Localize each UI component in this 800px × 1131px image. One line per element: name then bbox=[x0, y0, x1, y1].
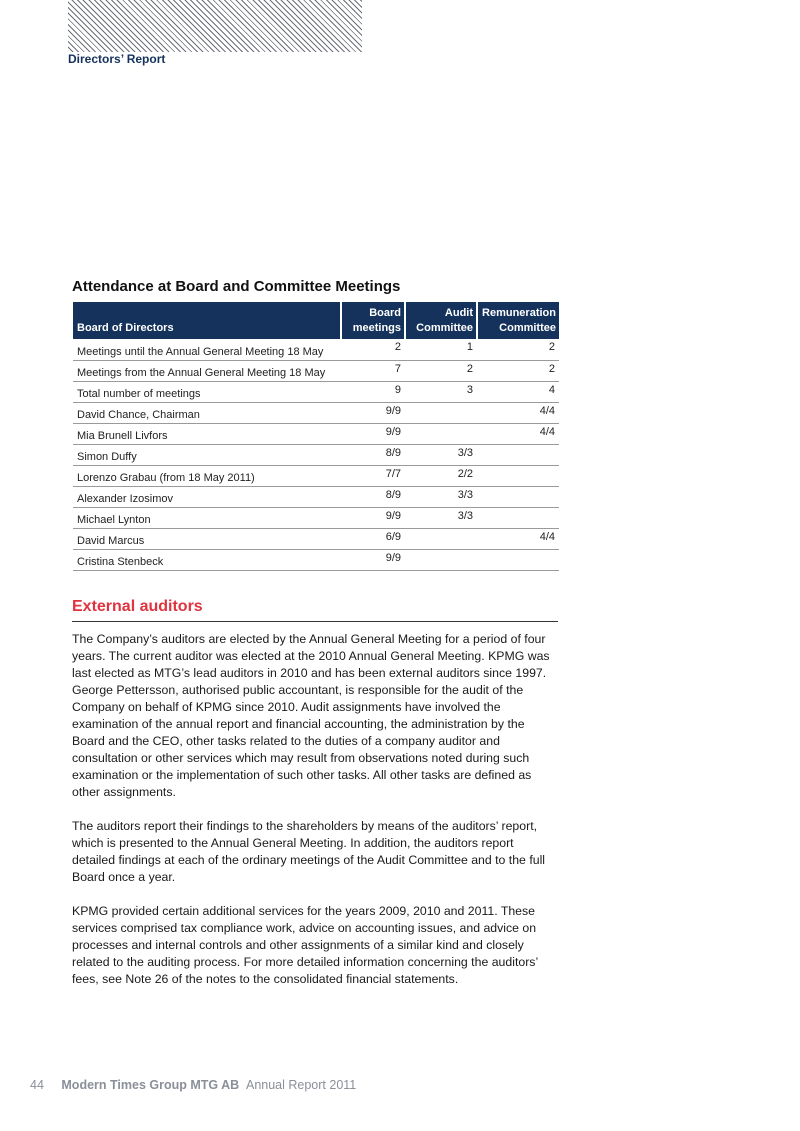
col-header-board-line2: meetings bbox=[352, 322, 402, 334]
table-row bbox=[73, 549, 559, 570]
audit-value bbox=[405, 528, 477, 549]
row-name: Meetings from the Annual General Meeting 18 May bbox=[73, 360, 341, 381]
remuneration-value: 2 bbox=[477, 339, 559, 360]
paragraph: The auditors report their findings to the shareholders by means of the auditors’ report, which is presented to the Annual General Meeting. In addition, the auditors report detailed findings at each of the ordinary meetings of the Audit Committee and to the full Board once a year. bbox=[72, 819, 546, 884]
page-number: 44 bbox=[30, 1078, 44, 1092]
audit-value: 3/3 bbox=[405, 507, 477, 528]
board-value: 8/9 bbox=[341, 486, 405, 507]
table-row bbox=[73, 423, 559, 444]
remuneration-value bbox=[477, 486, 559, 507]
row-name: Alexander Izosimov bbox=[73, 486, 341, 507]
remuneration-value bbox=[477, 507, 559, 528]
audit-value: 2/2 bbox=[405, 465, 477, 486]
audit-value bbox=[405, 402, 477, 423]
row-name: Mia Brunell Livfors bbox=[73, 423, 341, 444]
remuneration-value: 4/4 bbox=[477, 423, 559, 444]
board-value: 2 bbox=[341, 339, 405, 360]
col-header-board-of-directors: Board of Directors bbox=[73, 302, 341, 339]
table-row bbox=[73, 381, 559, 402]
col-header-rem-line2: Committee bbox=[499, 322, 556, 334]
table-row bbox=[73, 402, 559, 423]
audit-value: 3/3 bbox=[405, 486, 477, 507]
remuneration-value bbox=[477, 444, 559, 465]
remuneration-value: 2 bbox=[477, 360, 559, 381]
row-name: Meetings until the Annual General Meeting 18 May bbox=[73, 339, 341, 360]
board-value: 9/9 bbox=[341, 423, 405, 444]
table-row bbox=[73, 528, 559, 549]
remuneration-value: 4 bbox=[477, 381, 559, 402]
row-name: Lorenzo Grabau (from 18 May 2011) bbox=[73, 465, 341, 486]
table-row bbox=[73, 465, 559, 486]
row-name: Simon Duffy bbox=[73, 444, 341, 465]
board-value: 7/7 bbox=[341, 465, 405, 486]
table-row bbox=[73, 507, 559, 528]
audit-value: 3 bbox=[405, 381, 477, 402]
board-value: 9/9 bbox=[341, 507, 405, 528]
board-value: 7 bbox=[341, 360, 405, 381]
row-name: Michael Lynton bbox=[73, 507, 341, 528]
section-label: Directors’ Report bbox=[68, 52, 166, 66]
board-value: 8/9 bbox=[341, 444, 405, 465]
remuneration-value: 4/4 bbox=[477, 528, 559, 549]
row-name: Total number of meetings bbox=[73, 381, 341, 402]
header-hatch-pattern bbox=[68, 0, 362, 52]
col-header-audit-line1: Audit bbox=[444, 307, 474, 319]
remuneration-value: 4/4 bbox=[477, 402, 559, 423]
attendance-table bbox=[73, 302, 559, 571]
page-footer bbox=[30, 1078, 356, 1092]
attendance-title: Attendance at Board and Committee Meetings bbox=[72, 278, 401, 295]
audit-value: 3/3 bbox=[405, 444, 477, 465]
table-row bbox=[73, 360, 559, 381]
board-value: 9/9 bbox=[341, 549, 405, 570]
board-value: 9/9 bbox=[341, 402, 405, 423]
col-header-board-line1: Board bbox=[369, 307, 402, 319]
remuneration-value bbox=[477, 549, 559, 570]
col-header-board-meetings bbox=[341, 302, 405, 339]
footer-company: Modern Times Group MTG AB bbox=[61, 1078, 240, 1092]
external-auditors-body bbox=[72, 631, 560, 1005]
col-header-remuneration-committee bbox=[477, 302, 559, 339]
remuneration-value bbox=[477, 465, 559, 486]
audit-value: 1 bbox=[405, 339, 477, 360]
col-header-audit-line2: Committee bbox=[416, 322, 474, 334]
audit-value bbox=[405, 549, 477, 570]
row-name: David Marcus bbox=[73, 528, 341, 549]
paragraph: KPMG provided certain additional services for the years 2009, 2010 and 2011. These services comprised tax compliance work, advice on accounting issues, and advice on processes and internal controls and other assignments of a similar kind and closely related to the auditing process. For more detailed information concerning the auditors’ fees, see Note 26 of the notes to the consolidated financial statements. bbox=[72, 904, 538, 986]
table-row bbox=[73, 339, 559, 360]
footer-report: Annual Report 2011 bbox=[245, 1078, 357, 1092]
external-auditors-heading: External auditors bbox=[72, 598, 558, 622]
col-header-audit-committee bbox=[405, 302, 477, 339]
paragraph: The Company’s auditors are elected by the Annual General Meeting for a period of four years. The current auditor was elected at the 2010 Annual General Meeting. KPMG was last elected as MTG’s lead auditors in 2010 and has been external auditors since 1997. George Pettersson, authorised public accountant, is responsible for the audit of the Company on behalf of KPMG since 2010. Audit assignments have involved the examination of the annual report and financial accounting, the administration by the Board and the CEO, other tasks related to the duties of a company auditor and consultation or other services which may result from observations noted during such examination or the implementation of such other tasks. All other tasks are defined as other assignments. bbox=[72, 632, 550, 799]
table-row bbox=[73, 444, 559, 465]
audit-value bbox=[405, 423, 477, 444]
attendance-header-row bbox=[73, 302, 559, 339]
table-row bbox=[73, 486, 559, 507]
board-value: 6/9 bbox=[341, 528, 405, 549]
audit-value: 2 bbox=[405, 360, 477, 381]
col-header-rem-line1: Remuneration bbox=[482, 307, 556, 319]
row-name: David Chance, Chairman bbox=[73, 402, 341, 423]
row-name: Cristina Stenbeck bbox=[73, 549, 341, 570]
board-value: 9 bbox=[341, 381, 405, 402]
